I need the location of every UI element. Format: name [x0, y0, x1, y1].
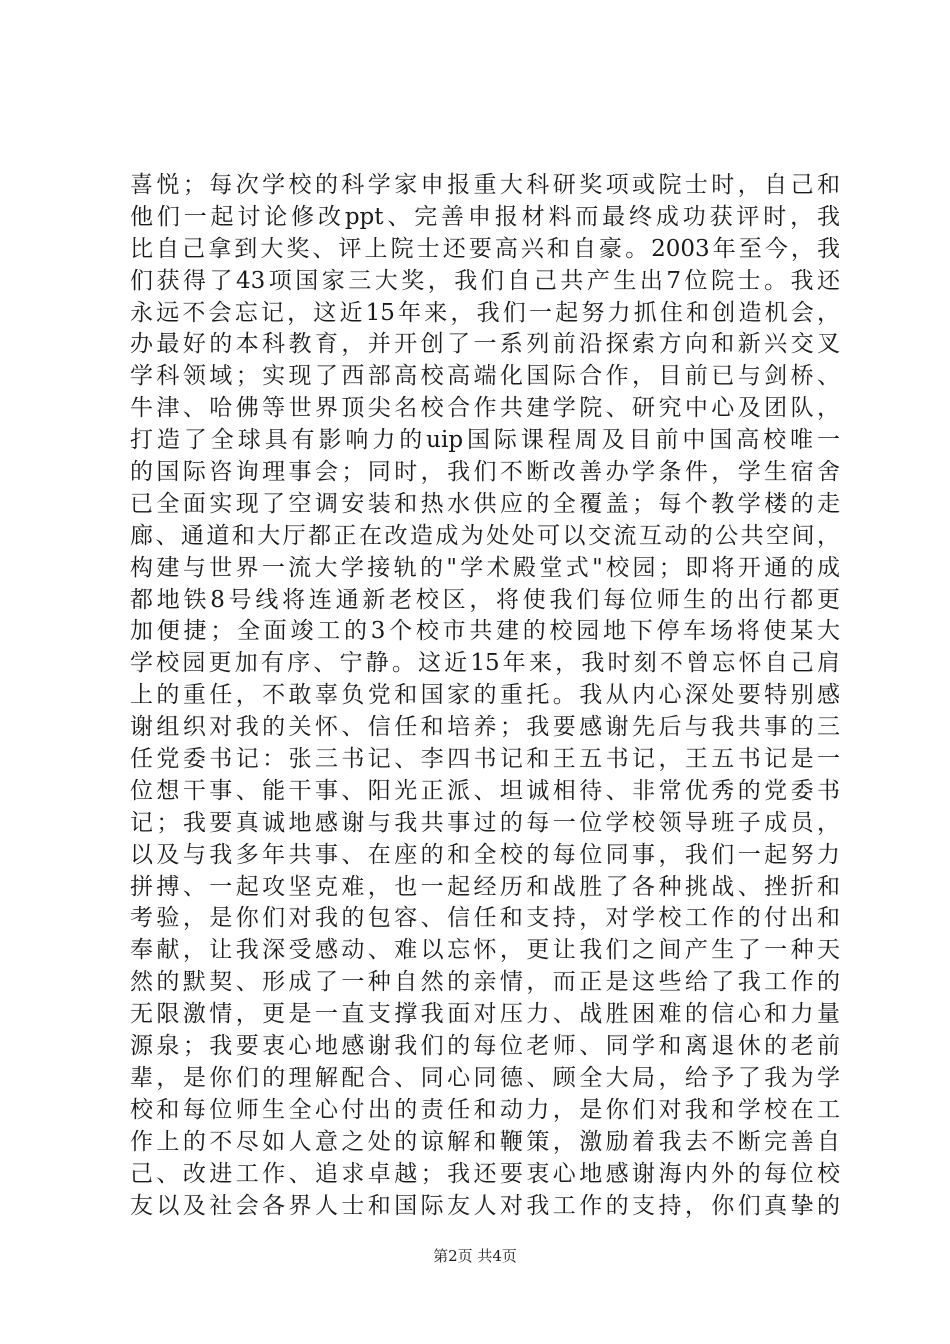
text-line: 比自己拿到大奖、评上院士还要高兴和自豪。2003年至今，我 [130, 235, 840, 262]
text-line: 学校园更加有序、宁静。这近15年来，我时刻不曾忘怀自己肩 [130, 650, 840, 677]
text-line: 牛津、哈佛等世界顶尖名校合作共建学院、研究中心及团队， [130, 395, 840, 422]
text-line: 加便捷；全面竣工的3个校市共建的校园地下停车场将使某大 [130, 618, 840, 645]
text-line: 永远不会忘记，这近15年来，我们一起努力抓住和创造机会， [130, 299, 840, 326]
text-line: 辈，是你们的理解配合、同心同德、顾全大局，给予了我为学 [130, 1064, 840, 1091]
text-line: 喜悦；每次学校的科学家申报重大科研奖项或院士时，自己和 [130, 172, 840, 198]
text-line: 考验，是你们对我的包容、信任和支持，对学校工作的付出和 [130, 905, 840, 932]
text-line: 谢组织对我的关怀、信任和培养；我要感谢先后与我共事的三 [130, 714, 840, 741]
text-line: 的国际咨询理事会；同时，我们不断改善办学条件，学生宿舍 [130, 459, 840, 486]
text-line: 都地铁8号线将连通新老校区，将使我们每位师生的出行都更 [130, 586, 840, 613]
text-line: 廊、通道和大厅都正在改造成为处处可以交流互动的公共空间， [130, 522, 840, 549]
text-line: 然的默契、形成了一种自然的亲情，而正是这些给了我工作的 [130, 969, 840, 996]
text-line: 打造了全球具有影响力的uip国际课程周及目前中国高校唯一 [130, 427, 840, 454]
text-line: 作上的不尽如人意之处的谅解和鞭策，激励着我去不断完善自 [130, 1128, 840, 1155]
text-line: 构建与世界一流大学接轨的"学术殿堂式"校园；即将开通的成 [130, 554, 840, 581]
text-line: 奉献，让我深受感动、难以忘怀，更让我们之间产生了一种天 [130, 937, 840, 964]
text-line: 校和每位师生全心付出的责任和动力，是你们对我和学校在工 [130, 1096, 840, 1123]
text-line: 拼搏、一起攻坚克难，也一起经历和战胜了各种挑战、挫折和 [130, 873, 840, 900]
text-line: 友以及社会各界人士和国际友人对我工作的支持，你们真挚的 [130, 1192, 840, 1219]
text-line: 上的重任，不敢辜负党和国家的重托。我从内心深处要特别感 [130, 682, 840, 709]
text-line: 们获得了43项国家三大奖，我们自己共产生出7位院士。我还 [130, 267, 840, 294]
text-line: 已全面实现了空调安装和热水供应的全覆盖；每个教学楼的走 [130, 490, 840, 517]
text-line: 学科领域；实现了西部高校高端化国际合作，目前已与剑桥、 [130, 363, 840, 390]
text-line: 己、改进工作、追求卓越；我还要衷心地感谢海内外的每位校 [130, 1160, 840, 1187]
text-line: 办最好的本科教育，并开创了一系列前沿探索方向和新兴交叉 [130, 331, 840, 358]
text-line: 位想干事、能干事、阳光正派、坦诚相待、非常优秀的党委书 [130, 777, 840, 804]
text-line: 无限激情，更是一直支撑我面对压力、战胜困难的信心和力量 [130, 1001, 840, 1028]
text-line: 任党委书记：张三书记、李四书记和王五书记，王五书记是一 [130, 746, 840, 773]
page-number-footer: 第2页 共4页 [433, 1247, 517, 1265]
text-line: 记；我要真诚地感谢与我共事过的每一位学校领导班子成员， [130, 809, 840, 836]
text-line: 源泉；我要衷心地感谢我们的每位老师、同学和离退休的老前 [130, 1033, 840, 1060]
body-text [130, 170, 840, 1222]
text-line: 他们一起讨论修改ppt、完善申报材料而最终成功获评时，我 [130, 203, 840, 230]
text-line: 以及与我多年共事、在座的和全校的每位同事，我们一起努力 [130, 841, 840, 868]
